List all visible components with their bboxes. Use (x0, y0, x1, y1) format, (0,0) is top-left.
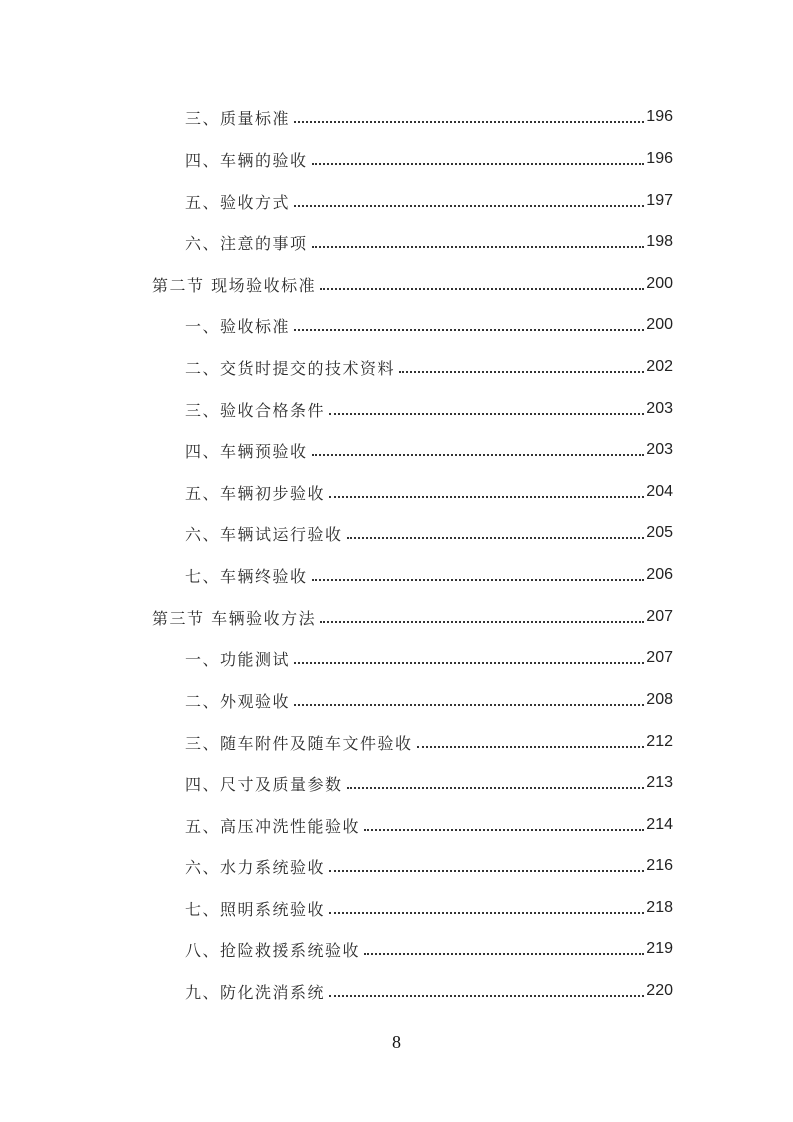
toc-entry[interactable] (185, 771, 673, 795)
toc-entry-title: 七、车辆终验收 (185, 566, 308, 586)
toc-entry-title: 五、高压冲洗性能验收 (185, 816, 361, 836)
toc-entry-page: 213 (646, 774, 673, 791)
toc-entry-page: 197 (646, 192, 673, 209)
toc-entry[interactable] (185, 979, 673, 1003)
dot-leader (312, 438, 645, 462)
toc-entry[interactable] (185, 313, 673, 337)
toc-entry-title: 六、注意的事项 (185, 233, 308, 253)
toc-entry-title: 五、车辆初步验收 (185, 483, 326, 503)
toc-entry-title: 一、验收标准 (185, 316, 291, 336)
toc-entry-title: 四、车辆的验收 (185, 150, 308, 170)
dot-leader (399, 355, 644, 379)
dot-leader (329, 397, 644, 421)
toc-entry-title: 二、外观验收 (185, 691, 291, 711)
toc-entry-title: 四、车辆预验收 (185, 441, 308, 461)
toc-entry[interactable] (185, 563, 673, 587)
toc-entry[interactable] (185, 854, 673, 878)
toc-entry-page: 207 (646, 649, 673, 666)
dot-leader (320, 272, 644, 296)
dot-leader (294, 313, 644, 337)
dot-leader (294, 688, 644, 712)
dot-leader (329, 854, 644, 878)
toc-entry-page: 203 (646, 441, 673, 458)
toc-entry-title: 八、抢险救援系统验收 (185, 940, 361, 960)
toc-entry-page: 196 (646, 108, 673, 125)
page-number: 8 (392, 1032, 401, 1052)
dot-leader (312, 563, 645, 587)
dot-leader (329, 979, 644, 1003)
toc-entry[interactable] (185, 937, 673, 961)
dot-leader (312, 147, 645, 171)
toc-entry[interactable] (185, 521, 673, 545)
toc-entry-page: 220 (646, 982, 673, 999)
toc-section-entry[interactable] (152, 605, 673, 629)
toc-entry-title: 九、防化洗消系统 (185, 982, 326, 1002)
toc-entry-page: 203 (646, 400, 673, 417)
toc-entry[interactable] (185, 813, 673, 837)
toc-entry-page: 202 (646, 358, 673, 375)
toc-entry[interactable] (185, 688, 673, 712)
toc-entry[interactable] (185, 480, 673, 504)
toc-entry-page: 200 (646, 275, 673, 292)
dot-leader (347, 521, 645, 545)
toc-entry[interactable] (185, 355, 673, 379)
dot-leader (294, 646, 644, 670)
toc-entry-page: 207 (646, 608, 673, 625)
toc-section-entry[interactable] (152, 272, 673, 296)
toc-entry[interactable] (185, 896, 673, 920)
toc-entry-page: 205 (646, 524, 673, 541)
toc-entry[interactable] (185, 438, 673, 462)
toc-entry[interactable] (185, 730, 673, 754)
toc-entry-page: 212 (646, 733, 673, 750)
toc-entry[interactable] (185, 105, 673, 129)
dot-leader (294, 105, 644, 129)
dot-leader (329, 480, 644, 504)
toc-entry-title: 六、车辆试运行验收 (185, 524, 343, 544)
toc-entry-title: 四、尺寸及质量参数 (185, 774, 343, 794)
toc-entry-page: 216 (646, 857, 673, 874)
toc-entry-title: 二、交货时提交的技术资料 (185, 358, 396, 378)
toc-entry-page: 200 (646, 316, 673, 333)
toc-entry[interactable] (185, 646, 673, 670)
dot-leader (329, 896, 644, 920)
toc-entry-title: 第三节 车辆验收方法 (152, 608, 317, 628)
toc-entry[interactable] (185, 189, 673, 213)
toc-entry-page: 196 (646, 150, 673, 167)
dot-leader (417, 730, 645, 754)
toc-entry-page: 214 (646, 816, 673, 833)
toc-entry-title: 一、功能测试 (185, 649, 291, 669)
toc-entry[interactable] (185, 397, 673, 421)
dot-leader (294, 189, 644, 213)
dot-leader (312, 230, 645, 254)
dot-leader (364, 937, 644, 961)
toc-entry-title: 五、验收方式 (185, 192, 291, 212)
toc-entry-title: 三、随车附件及随车文件验收 (185, 733, 413, 753)
dot-leader (364, 813, 644, 837)
toc-entry-title: 第二节 现场验收标准 (152, 275, 317, 295)
dot-leader (320, 605, 644, 629)
dot-leader (347, 771, 645, 795)
toc-entry-page: 218 (646, 899, 673, 916)
toc-entry-page: 208 (646, 691, 673, 708)
toc-entry-title: 六、水力系统验收 (185, 857, 326, 877)
toc-entry[interactable] (185, 230, 673, 254)
toc-entry-title: 三、质量标准 (185, 108, 291, 128)
toc-entry-page: 198 (646, 233, 673, 250)
toc-entry-title: 三、验收合格条件 (185, 400, 326, 420)
toc-entry-page: 204 (646, 483, 673, 500)
toc-entry-page: 219 (646, 940, 673, 957)
toc-entry[interactable] (185, 147, 673, 171)
toc-entry-page: 206 (646, 566, 673, 583)
toc-entry-title: 七、照明系统验收 (185, 899, 326, 919)
